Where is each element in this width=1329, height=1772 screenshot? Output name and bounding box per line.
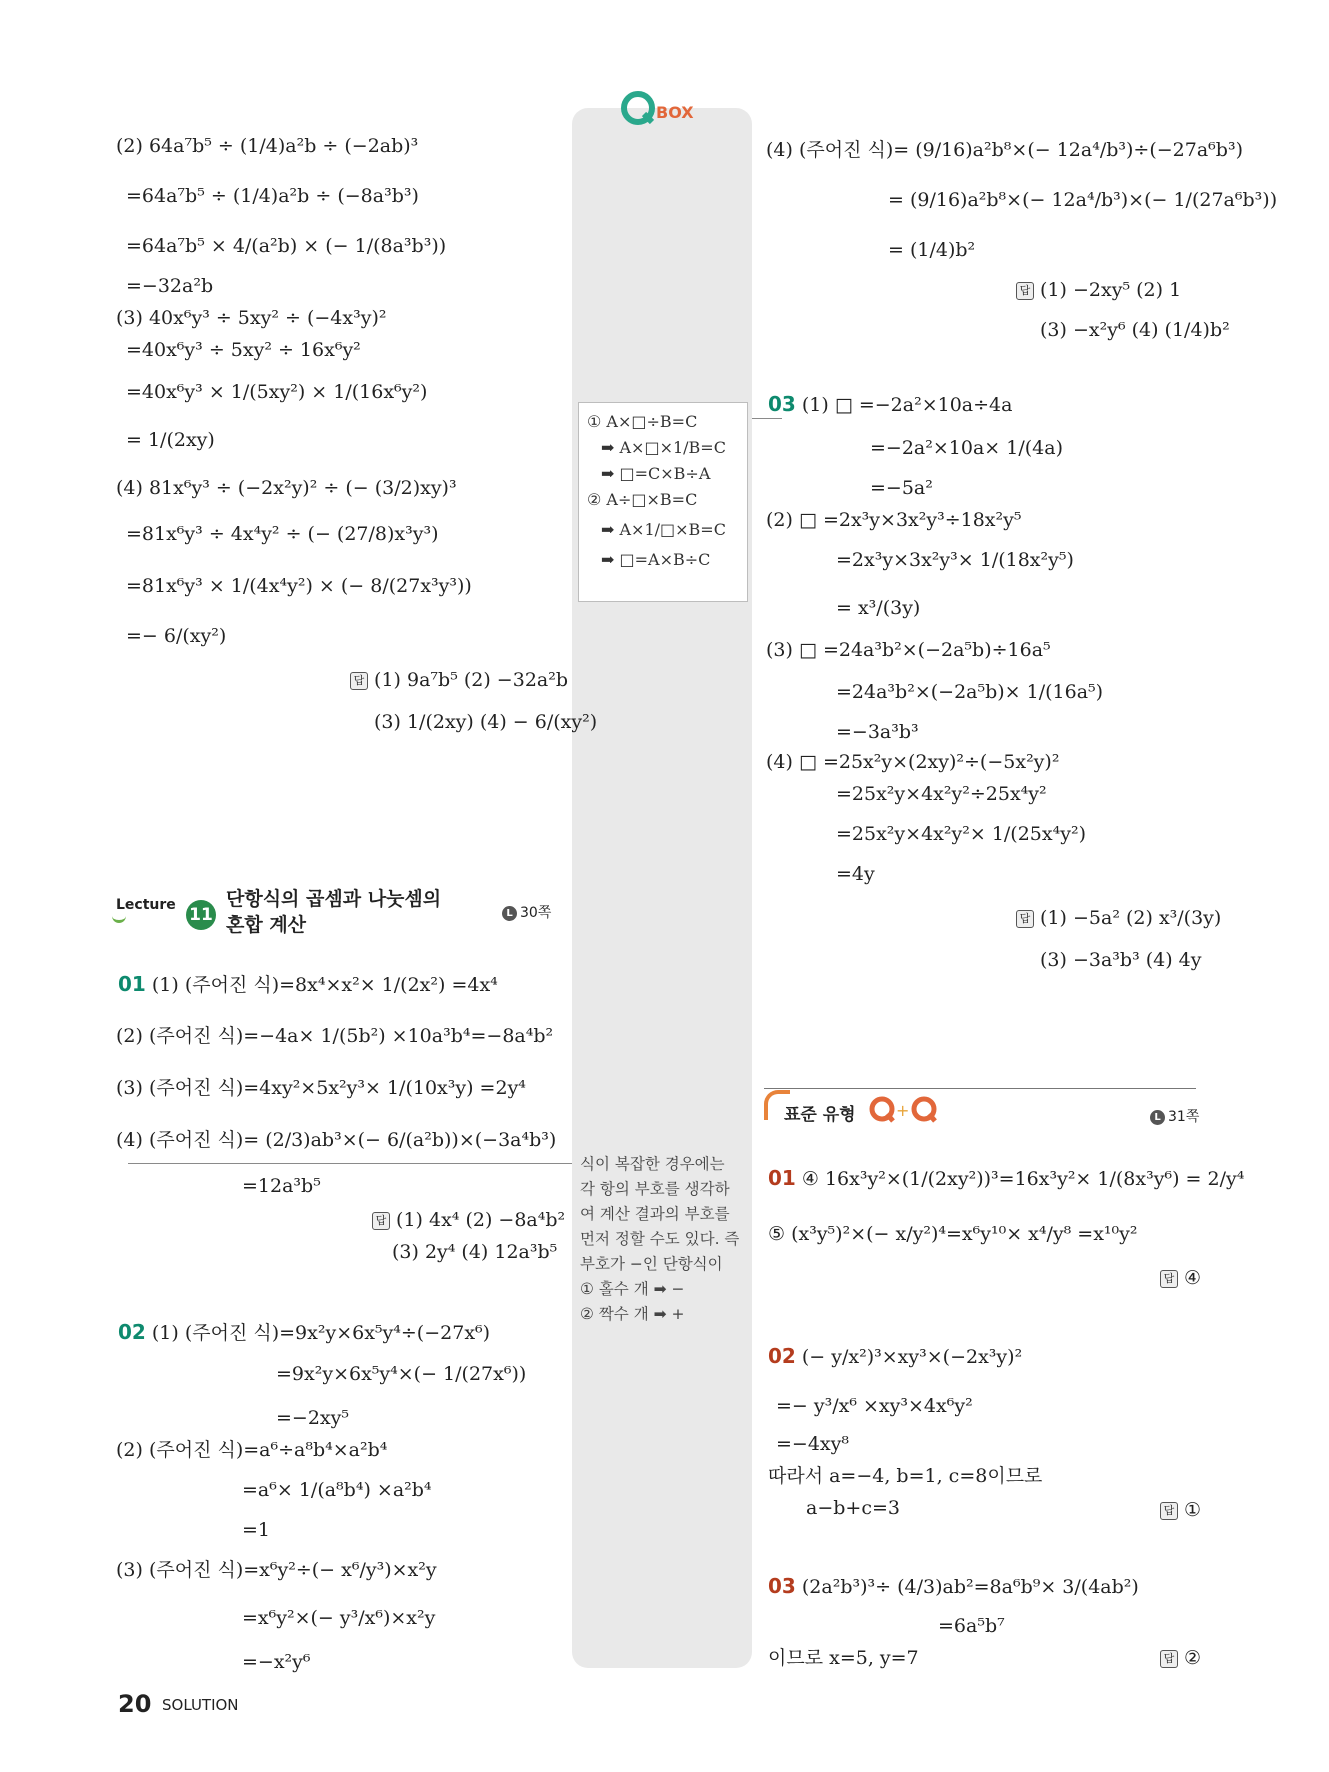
answer-text: ① (1184, 1499, 1202, 1521)
solution-line: =−32a²b (126, 275, 214, 297)
lecture-label: Lecture (116, 897, 176, 913)
answer-line (350, 668, 568, 692)
problem-line (768, 1166, 1244, 1191)
problem-line: (2) (주어진 식)=a⁶÷a⁸b⁴×a²b⁴ (116, 1439, 388, 1461)
problem-line: =12a³b⁵ (242, 1175, 321, 1197)
solution-line: = 1/(2xy) (126, 429, 215, 451)
problem-line: =24a³b²×(−2a⁵b)× 1/(16a⁵) (836, 681, 1104, 703)
lecture-title-line: 단항식의 곱셈과 나눗셈의 (226, 888, 442, 910)
solution-line: =40x⁶y³ ÷ 5xy² ÷ 16x⁶y² (126, 339, 361, 361)
solution-line: (4) (주어진 식)= (9/16)a²b⁸×(− 12a⁴/b³)÷(−27a⁶b³) (766, 139, 1243, 161)
problem-line: (4) (주어진 식)= (2/3)ab³×(− 6/(a²b))×(−3a⁴b³) (116, 1129, 557, 1151)
problem-line (768, 1344, 1022, 1369)
qbox-sidebar (572, 108, 752, 1668)
solution-line: =40x⁶y³ × 1/(5xy²) × 1/(16x⁶y²) (126, 381, 428, 403)
qbox-logo-text: BOX (656, 103, 694, 122)
rule-line: ① A×□÷B=C (587, 412, 698, 431)
problem-line: a−b+c=3 (806, 1497, 900, 1519)
solution-line: = (9/16)a²b⁸×(− 12a⁴/b³)×(− 1/(27a⁶b³)) (888, 189, 1278, 211)
rule-line: ➡ □=C×B÷A (601, 464, 711, 483)
problem-line (118, 1320, 490, 1345)
answer-line (1160, 1266, 1201, 1290)
problem-line: =6a⁵b⁷ (938, 1615, 1005, 1637)
answer-line: (3) 2y⁴ (4) 12a³b⁵ (392, 1241, 558, 1263)
problem-text: (1) (주어진 식)=8x⁴×x²× 1/(2x²) =4x⁴ (151, 974, 498, 996)
solution-line: (4) 81x⁶y³ ÷ (−2x²y)² ÷ (− (3/2)xy)³ (116, 477, 457, 499)
answer-mark-icon: 답 (350, 672, 368, 690)
problem-line: =25x²y×4x²y²× 1/(25x⁴y²) (836, 823, 1086, 845)
lecture-ref-icon: L (1150, 1110, 1165, 1125)
problem-line: ⑤ (x³y⁵)²×(− x/y²)⁴=x⁶y¹⁰× x⁴/y⁸ =x¹⁰y² (768, 1223, 1138, 1245)
answer-text: (1) −2xy⁵ (2) 1 (1040, 279, 1182, 301)
problem-line: =2x³y×3x²y³× 1/(18x²y⁵) (836, 549, 1074, 571)
answer-mark-icon: 답 (1160, 1502, 1178, 1520)
qbox-note: 식이 복잡한 경우에는 각 항의 부호를 생각하여 계산 결과의 부호를 먼저 정할 수도 있다. 즉 부호가 −인 단항식이 (580, 1155, 740, 1273)
problem-text: ④ 16x³y²×(1/(2xy²))³=16x³y²× 1/(8x³y⁶) = 2/y⁴ (801, 1168, 1245, 1190)
qbox-q-icon (620, 88, 704, 128)
answer-mark-icon: 답 (1016, 910, 1034, 928)
problem-line: =1 (242, 1519, 271, 1541)
page-reference-text: 30쪽 (520, 905, 552, 921)
problem-line: (3) □ =24a³b²×(−2a⁵b)÷16a⁵ (766, 639, 1051, 661)
solution-line: (3) 40x⁶y³ ÷ 5xy² ÷ (−4x³y)² (116, 307, 387, 329)
problem-text: (1) (주어진 식)=9x²y×6x⁵y⁴÷(−27x⁶) (151, 1322, 491, 1344)
problem-number: 02 (768, 1344, 796, 1368)
problem-number: 03 (768, 392, 796, 416)
problem-line: (2) (주어진 식)=−4a× 1/(5b²) ×10a³b⁴=−8a⁴b² (116, 1025, 554, 1047)
svg-text:+: + (896, 1101, 910, 1120)
answer-line (1160, 1646, 1201, 1670)
problem-line (768, 392, 1012, 417)
answer-text: ② (1184, 1647, 1202, 1669)
problem-line: =25x²y×4x²y²÷25x⁴y² (836, 783, 1047, 805)
problem-line: =− y³/x⁶ ×xy³×4x⁶y² (776, 1395, 973, 1417)
solution-line: =− 6/(xy²) (126, 625, 227, 647)
answer-mark-icon: 답 (1016, 282, 1034, 300)
problem-line: =4y (836, 863, 875, 885)
qq-logo-icon (868, 1094, 944, 1128)
solution-line: = (1/4)b² (888, 239, 976, 261)
problem-text: (2a²b³)³÷ (4/3)ab²=8a⁶b⁹× 3/(4ab²) (801, 1576, 1139, 1598)
section-divider (764, 1088, 1196, 1089)
rule-line: ➡ A×□×1/B=C (601, 438, 726, 457)
answer-text: ④ (1184, 1267, 1202, 1289)
problem-line: =−2a²×10a× 1/(4a) (870, 437, 1063, 459)
problem-line: =−3a³b³ (836, 721, 919, 743)
page-reference (502, 902, 551, 922)
lecture-title (226, 886, 441, 938)
answer-line (372, 1208, 565, 1232)
rule-line: ➡ A×1/□×B=C (601, 520, 726, 539)
page-number: 20 (118, 1690, 152, 1718)
problem-line: =−2xy⁵ (276, 1407, 349, 1429)
answer-text: (1) −5a² (2) x³/(3y) (1040, 907, 1222, 929)
answer-line: (3) −x²y⁶ (4) (1/4)b² (1040, 319, 1230, 341)
solution-line: =81x⁶y³ ÷ 4x⁴y² ÷ (− (27/8)x³y³) (126, 523, 439, 545)
page-reference-text: 31쪽 (1168, 1109, 1200, 1125)
problem-line: (2) □ =2x³y×3x²y³÷18x²y⁵ (766, 509, 1022, 531)
problem-number: 01 (768, 1166, 796, 1190)
answer-mark-icon: 답 (1160, 1270, 1178, 1288)
standard-type-title: 표준 유형 (784, 1105, 856, 1125)
problem-line: 이므로 x=5, y=7 (768, 1647, 919, 1669)
problem-number: 03 (768, 1574, 796, 1598)
answer-line (1016, 906, 1221, 930)
qbox-rule-box (578, 402, 748, 602)
problem-line: =9x²y×6x⁵y⁴×(− 1/(27x⁶)) (276, 1363, 527, 1385)
problem-line: (3) (주어진 식)=x⁶y²÷(− x⁶/y³)×x²y (116, 1559, 437, 1581)
page-reference (1150, 1106, 1199, 1126)
lecture-leaf-icon (112, 912, 126, 923)
problem-line: =−4xy⁸ (776, 1433, 849, 1455)
footer-label: SOLUTION (162, 1696, 239, 1714)
problem-line: 따라서 a=−4, b=1, c=8이므로 (768, 1465, 1043, 1487)
answer-text: (1) 4x⁴ (2) −8a⁴b² (396, 1209, 566, 1231)
problem-line (118, 972, 498, 997)
lecture-ref-icon: L (502, 906, 517, 921)
problem-line (768, 1574, 1139, 1599)
problem-number: 02 (118, 1320, 146, 1344)
connector-line (752, 418, 782, 419)
problem-line: =a⁶× 1/(a⁸b⁴) ×a²b⁴ (242, 1479, 432, 1501)
problem-line: = x³/(3y) (836, 597, 921, 619)
problem-text: (1) □ =−2a²×10a÷4a (801, 394, 1013, 416)
problem-number: 01 (118, 972, 146, 996)
answer-line (1160, 1498, 1201, 1522)
lecture-number: 11 (186, 900, 216, 930)
answer-mark-icon: 답 (372, 1212, 390, 1230)
answer-mark-icon: 답 (1160, 1650, 1178, 1668)
solution-line: =81x⁶y³ × 1/(4x⁴y²) × (− 8/(27x³y³)) (126, 575, 472, 597)
qbox-logo (620, 88, 704, 128)
answer-text: (1) 9a⁷b⁵ (2) −32a²b (374, 669, 569, 691)
solution-line: =64a⁷b⁵ × 4/(a²b) × (− 1/(8a³b³)) (126, 235, 447, 257)
solution-line: =64a⁷b⁵ ÷ (1/4)a²b ÷ (−8a³b³) (126, 185, 419, 207)
connector-line (128, 1163, 572, 1164)
problem-line: (3) (주어진 식)=4xy²×5x²y³× 1/(10x³y) =2y⁴ (116, 1077, 526, 1099)
problem-line: =−5a² (870, 477, 933, 499)
qbox-note-odd: ① 홀수 개 ➡ − (580, 1280, 685, 1298)
problem-line: (4) □ =25x²y×(2xy)²÷(−5x²y)² (766, 751, 1060, 773)
solution-line: (2) 64a⁷b⁵ ÷ (1/4)a²b ÷ (−2ab)³ (116, 135, 419, 157)
problem-text: (− y/x²)³×xy³×(−2x³y)² (801, 1346, 1023, 1368)
answer-line: (3) −3a³b³ (4) 4y (1040, 949, 1202, 971)
lecture-title-line: 혼합 계산 (226, 914, 307, 936)
answer-line: (3) 1/(2xy) (4) − 6/(xy²) (374, 711, 598, 733)
problem-line: =x⁶y²×(− y³/x⁶)×x²y (242, 1607, 436, 1629)
answer-line (1016, 278, 1181, 302)
qbox-note-even: ② 짝수 개 ➡ + (580, 1305, 685, 1323)
problem-line: =−x²y⁶ (242, 1651, 311, 1673)
rule-line: ➡ □=A×B÷C (601, 550, 711, 569)
rule-line: ② A÷□×B=C (587, 490, 698, 509)
